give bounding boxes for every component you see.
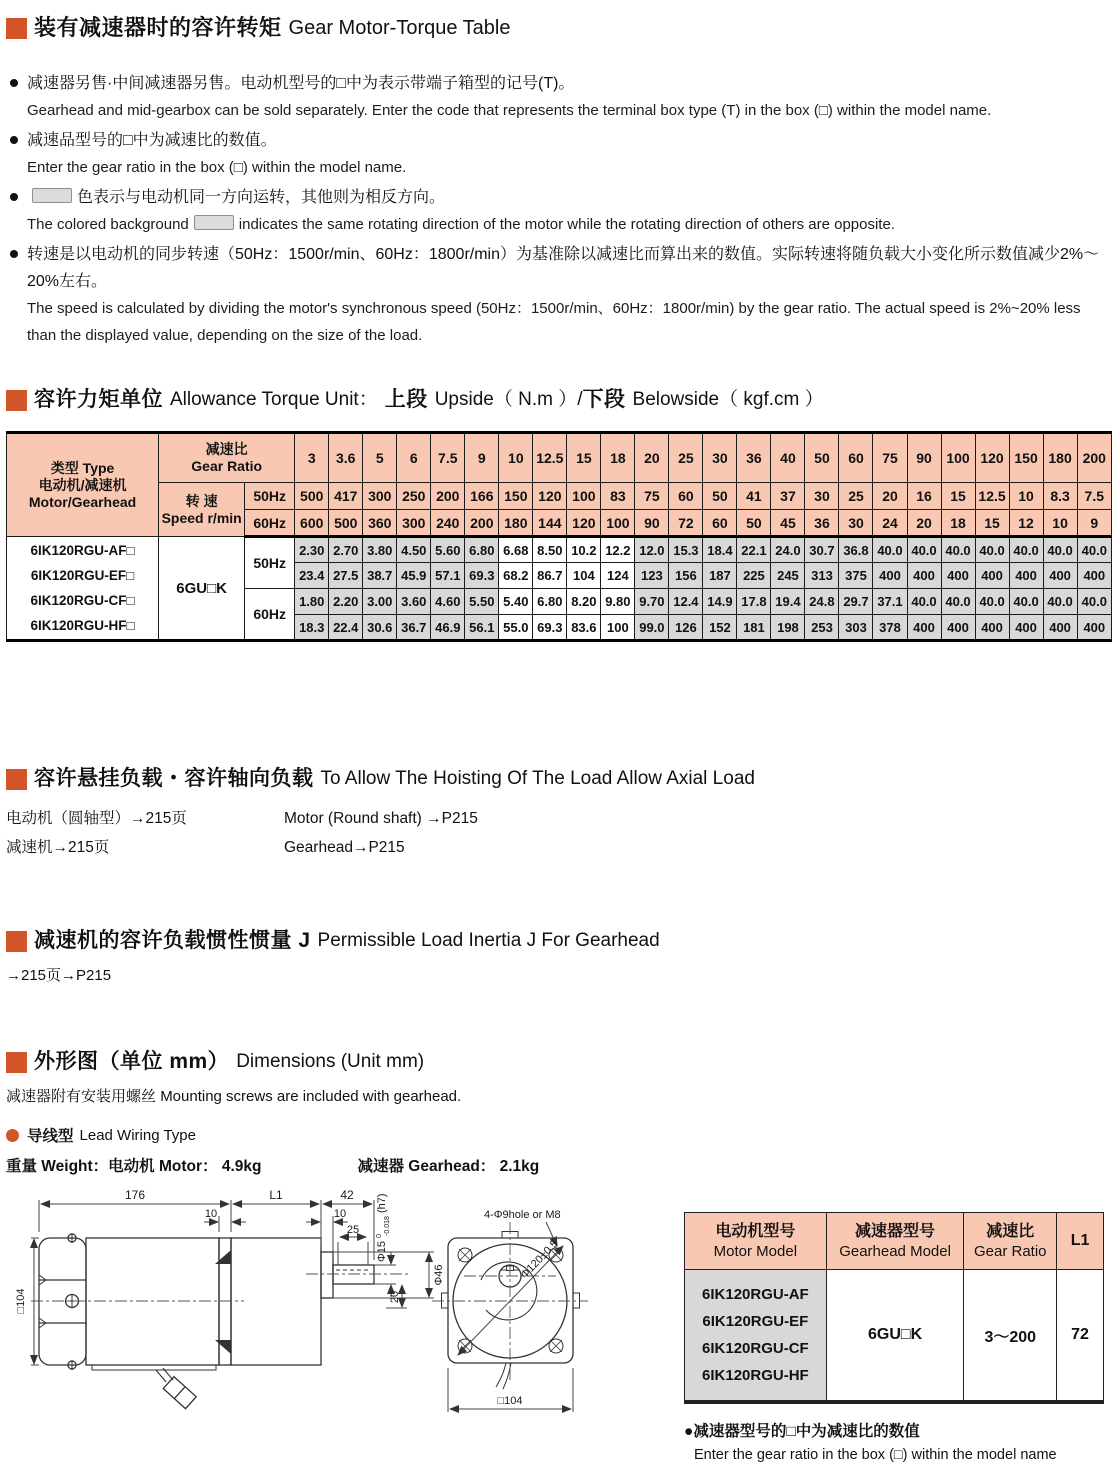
gear-ratio-value: 10: [499, 433, 533, 483]
type-header-cell: 类型 Type 电动机/减速机 Motor/Gearhead: [7, 433, 159, 537]
torque-nm-50hz: 3.80: [363, 537, 397, 563]
note-item: [6, 241, 1112, 349]
gear-ratio-value: 25: [669, 433, 703, 483]
inertia-title-zh: 减速机的容许负载惯性惯量 J: [34, 929, 311, 952]
dimensions-drawing: [6, 1180, 666, 1480]
motor-model: 6IK120RGU-CF□: [30, 593, 135, 608]
section-title-gear-motor-torque: [6, 12, 1112, 44]
speed-60hz-value: 200: [465, 510, 499, 537]
dim-42-label: 42: [340, 1188, 354, 1202]
speed-50hz-value: 16: [907, 483, 941, 510]
dia-46-label: [433, 1264, 445, 1285]
speed-60hz-value: 50: [737, 510, 771, 537]
speed-60hz-value: 60: [703, 510, 737, 537]
svg-text:20: 20: [389, 1290, 401, 1304]
spec-column: [684, 1180, 1112, 1466]
note-zh: 转速是以电动机的同步转速（50Hz：1500r/min、60Hz：1800r/min）为基准除以减速比而算出来的数值。实际转速将随负载大小变化所示数值减少2%～20%左右。: [27, 246, 1100, 290]
ref-zh: 电动机（圆轴型）→215页: [6, 810, 187, 827]
svg-text:□104: □104: [15, 1288, 27, 1314]
dim-10-left-label: 10: [204, 1208, 218, 1220]
motor-model: 6IK120RGU-HF□: [30, 618, 135, 633]
speed-60hz-value: 45: [771, 510, 805, 537]
section-marker-icon: [6, 769, 27, 790]
shaft-tol-upper: 0: [376, 1234, 383, 1238]
speed-50hz-value: 150: [499, 483, 533, 510]
torque-nm-60hz: 37.1: [873, 589, 907, 615]
spec-note-en: Enter the gear ratio in the box (□) within the model name: [694, 1447, 1057, 1463]
torque-kgf-50hz: 400: [907, 563, 941, 589]
section-marker-icon: [6, 931, 27, 952]
gear-ratio-value: 40: [771, 433, 805, 483]
torque-nm-60hz: 4.60: [431, 589, 465, 615]
spec-header-motor-model: 电动机型号 Motor Model: [685, 1213, 827, 1270]
torque-kgf-60hz: 55.0: [499, 615, 533, 641]
torque-kgf-50hz: 400: [1077, 563, 1111, 589]
torque-nm-50hz: 2.30: [295, 537, 329, 563]
torque-nm-50hz: 6.80: [465, 537, 499, 563]
weight-motor: 重量 Weight：电动机 Motor： 4.9kg: [6, 1158, 262, 1175]
orange-dot-icon: [6, 1129, 19, 1142]
hz-60-body-cell: 60Hz: [245, 589, 295, 641]
torque-nm-60hz: 5.40: [499, 589, 533, 615]
note-en: The speed is calculated by dividing the motor's synchronous speed (50Hz：1500r/min、60Hz：1800r/min) by the gear ratio. The actual speed is 2%~20% less than the displayed value, depending on the size of the load.: [27, 300, 1081, 344]
torque-nm-50hz: 40.0: [1009, 537, 1043, 563]
gear-ratio-value: 5: [363, 433, 397, 483]
dim-title-en: Dimensions (Unit mm): [236, 1051, 425, 1072]
gear-ratio-value: 100: [941, 433, 975, 483]
torque-table-body: [7, 537, 1112, 641]
torque-nm-60hz: 40.0: [1009, 589, 1043, 615]
speed-60hz-value: 180: [499, 510, 533, 537]
gear-ratio-value: 36: [737, 433, 771, 483]
hz-50-header: 50Hz: [245, 483, 295, 510]
torque-nm-50hz: 8.50: [533, 537, 567, 563]
unit-zh1: 容许力矩单位: [34, 388, 163, 411]
bullet-icon: [10, 193, 18, 201]
hz-60-header: 60Hz: [245, 510, 295, 537]
torque-nm-50hz: 6.68: [499, 537, 533, 563]
torque-kgf-60hz: 400: [941, 615, 975, 641]
torque-kgf-60hz: 378: [873, 615, 907, 641]
spec-table-body: [685, 1270, 1104, 1403]
sq104-front-label: □104: [497, 1395, 523, 1407]
note-en-pre: The colored background: [27, 216, 189, 233]
torque-kgf-60hz: 22.4: [329, 615, 363, 641]
motor-model: 6IK120RGU-EF: [702, 1313, 809, 1330]
speed-50hz-value: 300: [363, 483, 397, 510]
mounting-screws-note: [6, 1083, 1112, 1110]
bullet-icon: [10, 136, 18, 144]
torque-kgf-60hz: 18.3: [295, 615, 329, 641]
load-reference-rows: [6, 804, 1112, 862]
gear-ratio-value: 18: [601, 433, 635, 483]
speed-50hz-value: 8.3: [1043, 483, 1077, 510]
spec-header-l1: L1: [1057, 1213, 1104, 1270]
gear-ratio-value: 30: [703, 433, 737, 483]
gear-ratio-value: 180: [1043, 433, 1077, 483]
torque-nm-60hz: 8.20: [567, 589, 601, 615]
shaft-fit-text: (h7): [376, 1193, 388, 1214]
speed-50hz-value: 7.5: [1077, 483, 1111, 510]
torque-kgf-50hz: 68.2: [499, 563, 533, 589]
note-en: Gearhead and mid-gearbox can be sold separately. Enter the code that represents the terminal box type (T) in the box (□) within the model name.: [27, 102, 992, 119]
notes-list: [6, 70, 1112, 349]
side-view: [31, 1233, 411, 1409]
speed-50hz-value: 500: [295, 483, 329, 510]
torque-kgf-50hz: 123: [635, 563, 669, 589]
unit-zh3: 下段: [582, 388, 626, 411]
speed-60hz-value: 100: [601, 510, 635, 537]
torque-nm-60hz: 3.00: [363, 589, 397, 615]
speed-50hz-value: 166: [465, 483, 499, 510]
gear-ratio-header-cell: 减速比 Gear Ratio: [159, 433, 295, 483]
torque-kgf-50hz: 313: [805, 563, 839, 589]
torque-kgf-50hz: 225: [737, 563, 771, 589]
torque-kgf-50hz: 245: [771, 563, 805, 589]
torque-nm-50hz: 18.4: [703, 537, 737, 563]
torque-nm-50hz: 40.0: [1043, 537, 1077, 563]
gear-ratio-value: 150: [1009, 433, 1043, 483]
speed-60hz-value: 30: [839, 510, 873, 537]
speed-60hz-value: 144: [533, 510, 567, 537]
torque-nm-60hz: 24.8: [805, 589, 839, 615]
dim-title-zh: 外形图（单位 mm）: [34, 1050, 230, 1073]
torque-nm-60hz: 9.70: [635, 589, 669, 615]
gearhead-model-cell: 6GU□K: [159, 537, 245, 641]
note-item: [6, 184, 1112, 238]
torque-kgf-60hz: 400: [1009, 615, 1043, 641]
note-item: [6, 127, 1112, 181]
weight-line: [6, 1154, 1112, 1176]
torque-nm-50hz: 10.2: [567, 537, 601, 563]
dim-176-label: 176: [124, 1188, 146, 1202]
speed-60hz-value: 120: [567, 510, 601, 537]
mounting-holes-label: 4-Φ9hole or M8: [484, 1209, 561, 1221]
speed-60hz-value: 20: [907, 510, 941, 537]
torque-kgf-60hz: 30.6: [363, 615, 397, 641]
speed-50hz-value: 41: [737, 483, 771, 510]
torque-kgf-50hz: 57.1: [431, 563, 465, 589]
spec-l1-cell: 72: [1057, 1270, 1104, 1403]
torque-nm-60hz: 1.80: [295, 589, 329, 615]
section-title-zh: 装有减速器时的容许转矩: [34, 15, 282, 40]
torque-kgf-60hz: 400: [1043, 615, 1077, 641]
torque-kgf-60hz: 126: [669, 615, 703, 641]
spec-gearhead-model-cell: 6GU□K: [826, 1270, 964, 1403]
speed-60hz-value: 10: [1043, 510, 1077, 537]
torque-nm-50hz: 40.0: [1077, 537, 1111, 563]
torque-kgf-60hz: 152: [703, 615, 737, 641]
torque-nm-60hz: 40.0: [1043, 589, 1077, 615]
hz-50-body-cell: 50Hz: [245, 537, 295, 589]
torque-kgf-50hz: 375: [839, 563, 873, 589]
torque-nm-60hz: 19.4: [771, 589, 805, 615]
svg-text:Φ120±0.5: Φ120±0.5: [518, 1237, 561, 1282]
note-en: Enter the gear ratio in the box (□) within the model name.: [27, 159, 407, 176]
torque-kgf-50hz: 69.3: [465, 563, 499, 589]
torque-kgf-60hz: 100: [601, 615, 635, 641]
torque-nm-50hz: 22.1: [737, 537, 771, 563]
torque-nm-50hz: 12.0: [635, 537, 669, 563]
gear-ratio-value: 90: [907, 433, 941, 483]
speed-50hz-value: 60: [669, 483, 703, 510]
speed-60hz-value: 240: [431, 510, 465, 537]
speed-60hz-value: 500: [329, 510, 363, 537]
torque-kgf-60hz: 83.6: [567, 615, 601, 641]
drawing-row: [6, 1180, 1112, 1480]
gear-ratio-value: 3: [295, 433, 329, 483]
lead-wiring-type-line: [6, 1124, 1112, 1146]
torque-nm-50hz: 2.70: [329, 537, 363, 563]
dim-L1-label: L1: [269, 1188, 283, 1202]
torque-kgf-60hz: 253: [805, 615, 839, 641]
ref-zh: 减速机→215页: [6, 839, 110, 856]
gear-ratio-value: 9: [465, 433, 499, 483]
speed-60hz-value: 360: [363, 510, 397, 537]
spec-table-head: [685, 1213, 1104, 1270]
torque-nm-60hz: 6.80: [533, 589, 567, 615]
section-title-hoisting-load: [6, 764, 1112, 794]
note-zh: [27, 184, 1112, 211]
bullet-icon: [10, 250, 18, 258]
ref-en: Gearhead→P215: [284, 839, 405, 856]
torque-nm-50hz: 24.0: [771, 537, 805, 563]
unit-zh2: 上段: [384, 388, 428, 411]
speed-60hz-value: 600: [295, 510, 329, 537]
torque-nm-50hz: 4.50: [397, 537, 431, 563]
motor-model: 6IK120RGU-AF: [702, 1286, 809, 1303]
unit-en2: Upside（ N.m ）/: [434, 389, 583, 410]
torque-nm-50hz: 15.3: [669, 537, 703, 563]
torque-nm-50hz: 30.7: [805, 537, 839, 563]
torque-nm-50hz: 40.0: [873, 537, 907, 563]
speed-60hz-value: 12: [1009, 510, 1043, 537]
spec-header-gearhead-model: 减速器型号 Gearhead Model: [826, 1213, 964, 1270]
motor-gearhead-spec-table: [684, 1212, 1104, 1404]
dim-note-en: Mounting screws are included with gearhead.: [160, 1088, 462, 1105]
speed-50hz-value: 15: [941, 483, 975, 510]
svg-text:Φ46: Φ46: [433, 1264, 445, 1286]
torque-kgf-60hz: 198: [771, 615, 805, 641]
reference-row: [6, 833, 1112, 862]
gray-swatch-icon: [194, 215, 234, 230]
torque-nm-60hz: 9.80: [601, 589, 635, 615]
dim-note-zh: 减速器附有安装用螺丝: [6, 1088, 157, 1105]
speed-50hz-value: 417: [329, 483, 363, 510]
dim-10-right-label: 10: [333, 1208, 347, 1220]
torque-kgf-50hz: 187: [703, 563, 737, 589]
torque-kgf-50hz: 400: [1043, 563, 1077, 589]
speed-60hz-value: 9: [1077, 510, 1111, 537]
torque-kgf-50hz: 27.5: [329, 563, 363, 589]
lead-zh: 导线型: [27, 1128, 74, 1145]
motor-model: 6IK120RGU-CF: [702, 1340, 809, 1357]
motor-model: 6IK120RGU-AF□: [30, 543, 135, 558]
gear-ratio-value: 12.5: [533, 433, 567, 483]
torque-kgf-60hz: 400: [975, 615, 1009, 641]
torque-kgf-50hz: 400: [975, 563, 1009, 589]
note-en-post: indicates the same rotating direction of the motor while the rotating direction of others are opposite.: [238, 216, 895, 233]
gear-ratio-value: 15: [567, 433, 601, 483]
section-marker-icon: [6, 390, 27, 411]
speed-50hz-value: 250: [397, 483, 431, 510]
speed-50hz-value: 100: [567, 483, 601, 510]
gear-ratio-value: 7.5: [431, 433, 465, 483]
weight-gearhead: 减速器 Gearhead： 2.1kg: [357, 1158, 540, 1175]
torque-nm-60hz: 40.0: [941, 589, 975, 615]
torque-kgf-50hz: 23.4: [295, 563, 329, 589]
spec-gear-ratio-cell: 3～200: [964, 1270, 1057, 1403]
torque-nm-60hz: 12.4: [669, 589, 703, 615]
torque-nm-60hz: 14.9: [703, 589, 737, 615]
torque-kgf-60hz: 99.0: [635, 615, 669, 641]
speed-50hz-value: 12.5: [975, 483, 1009, 510]
gear-ratio-value: 6: [397, 433, 431, 483]
motor-models-cell: [7, 537, 159, 641]
spec-note-zh: ●减速器型号的□中为减速比的数值: [684, 1423, 920, 1440]
speed-60hz-value: 36: [805, 510, 839, 537]
shaft-tol-lower: -0.018: [384, 1216, 391, 1236]
speed-50hz-value: 75: [635, 483, 669, 510]
section-marker-icon: [6, 18, 27, 39]
note-en: [27, 211, 1112, 238]
speed-60hz-value: 90: [635, 510, 669, 537]
gear-ratio-value: 120: [975, 433, 1009, 483]
shaft-dia-text: Φ15: [376, 1240, 388, 1262]
speed-60hz-value: 72: [669, 510, 703, 537]
section-marker-icon: [6, 1052, 27, 1073]
speed-50hz-value: 37: [771, 483, 805, 510]
dim-20-label: [389, 1291, 401, 1303]
torque-nm-50hz: 40.0: [975, 537, 1009, 563]
torque-nm-50hz: 36.8: [839, 537, 873, 563]
torque-kgf-50hz: 400: [873, 563, 907, 589]
torque-kgf-50hz: 124: [601, 563, 635, 589]
section-title-dimensions: [6, 1047, 1112, 1077]
torque-nm-50hz: 5.60: [431, 537, 465, 563]
gear-ratio-value: 50: [805, 433, 839, 483]
inertia-reference: →215页→P215: [6, 967, 112, 984]
reference-row: [6, 804, 1112, 833]
speed-50hz-value: 30: [805, 483, 839, 510]
gray-swatch-icon: [32, 188, 72, 203]
dim-25-label: 25: [346, 1224, 360, 1236]
torque-kgf-50hz: 400: [1009, 563, 1043, 589]
torque-nm-50hz: 40.0: [941, 537, 975, 563]
torque-nm-60hz: 3.60: [397, 589, 431, 615]
gear-ratio-value: 3.6: [329, 433, 363, 483]
torque-kgf-50hz: 86.7: [533, 563, 567, 589]
load-title-zh: 容许悬挂负载・容许轴向负载: [34, 767, 314, 790]
torque-kgf-60hz: 181: [737, 615, 771, 641]
torque-nm-60hz: 29.7: [839, 589, 873, 615]
speed-50hz-value: 200: [431, 483, 465, 510]
unit-en1: Allowance Torque Unit：: [170, 389, 378, 410]
note-item: [6, 70, 1112, 124]
sq104-side-label: [15, 1289, 27, 1314]
speed-60hz-value: 15: [975, 510, 1009, 537]
motor-model: 6IK120RGU-EF□: [30, 568, 135, 583]
torque-kgf-60hz: 303: [839, 615, 873, 641]
gear-ratio-value: 20: [635, 433, 669, 483]
speed-60hz-value: 300: [397, 510, 431, 537]
torque-nm-60hz: 17.8: [737, 589, 771, 615]
speed-60hz-value: 24: [873, 510, 907, 537]
gear-ratio-value: 75: [873, 433, 907, 483]
torque-kgf-60hz: 36.7: [397, 615, 431, 641]
torque-nm-60hz: 40.0: [907, 589, 941, 615]
speed-60hz-value: 18: [941, 510, 975, 537]
torque-kgf-50hz: 400: [941, 563, 975, 589]
speed-50hz-value: 120: [533, 483, 567, 510]
front-view: [432, 1222, 588, 1389]
torque-table-head: [7, 433, 1112, 537]
speed-50hz-value: 83: [601, 483, 635, 510]
note-zh: 减速器另售·中间减速器另售。电动机型号的□中为表示带端子箱型的记号(T)。: [27, 75, 575, 92]
bullet-icon: [10, 79, 18, 87]
load-title-en: To Allow The Hoisting Of The Load Allow Axial Load: [320, 768, 755, 789]
note-zh: 减速品型号的□中为减速比的数值。: [27, 132, 277, 149]
torque-nm-50hz: 12.2: [601, 537, 635, 563]
section-title-allowance-unit: [6, 385, 1112, 415]
speed-50hz-value: 50: [703, 483, 737, 510]
unit-en3: Belowside（ kgf.cm ）: [632, 389, 824, 410]
torque-nm-50hz: 40.0: [907, 537, 941, 563]
section-title-load-inertia: [6, 926, 1112, 956]
gear-motor-torque-table: [6, 431, 1112, 642]
section-title-en: Gear Motor-Torque Table: [288, 17, 511, 39]
spec-table-note: [684, 1420, 1112, 1466]
speed-50hz-value: 25: [839, 483, 873, 510]
speed-50hz-value: 10: [1009, 483, 1043, 510]
speed-50hz-value: 20: [873, 483, 907, 510]
ref-en: Motor (Round shaft) →P215: [284, 810, 478, 827]
torque-nm-60hz: 5.50: [465, 589, 499, 615]
gear-ratio-value: 60: [839, 433, 873, 483]
torque-kgf-60hz: 56.1: [465, 615, 499, 641]
speed-header-cell: 转 速 Speed r/min: [159, 483, 245, 537]
inertia-title-en: Permissible Load Inertia J For Gearhead: [317, 930, 660, 951]
torque-nm-60hz: 2.20: [329, 589, 363, 615]
note-zh-text: 色表示与电动机同一方向运转，其他则为相反方向。: [77, 189, 446, 206]
torque-nm-60hz: 40.0: [975, 589, 1009, 615]
torque-kgf-60hz: 69.3: [533, 615, 567, 641]
torque-nm-60hz: 40.0: [1077, 589, 1111, 615]
gear-ratio-value: 200: [1077, 433, 1111, 483]
torque-kgf-50hz: 38.7: [363, 563, 397, 589]
torque-kgf-50hz: 104: [567, 563, 601, 589]
torque-kgf-50hz: 156: [669, 563, 703, 589]
torque-kgf-60hz: 400: [907, 615, 941, 641]
torque-kgf-60hz: 46.9: [431, 615, 465, 641]
lead-en: Lead Wiring Type: [79, 1126, 196, 1144]
spec-motor-models-cell: [685, 1270, 827, 1403]
torque-kgf-50hz: 45.9: [397, 563, 431, 589]
torque-kgf-60hz: 400: [1077, 615, 1111, 641]
motor-model: 6IK120RGU-HF: [702, 1367, 809, 1384]
spec-header-gear-ratio: 减速比 Gear Ratio: [964, 1213, 1057, 1270]
